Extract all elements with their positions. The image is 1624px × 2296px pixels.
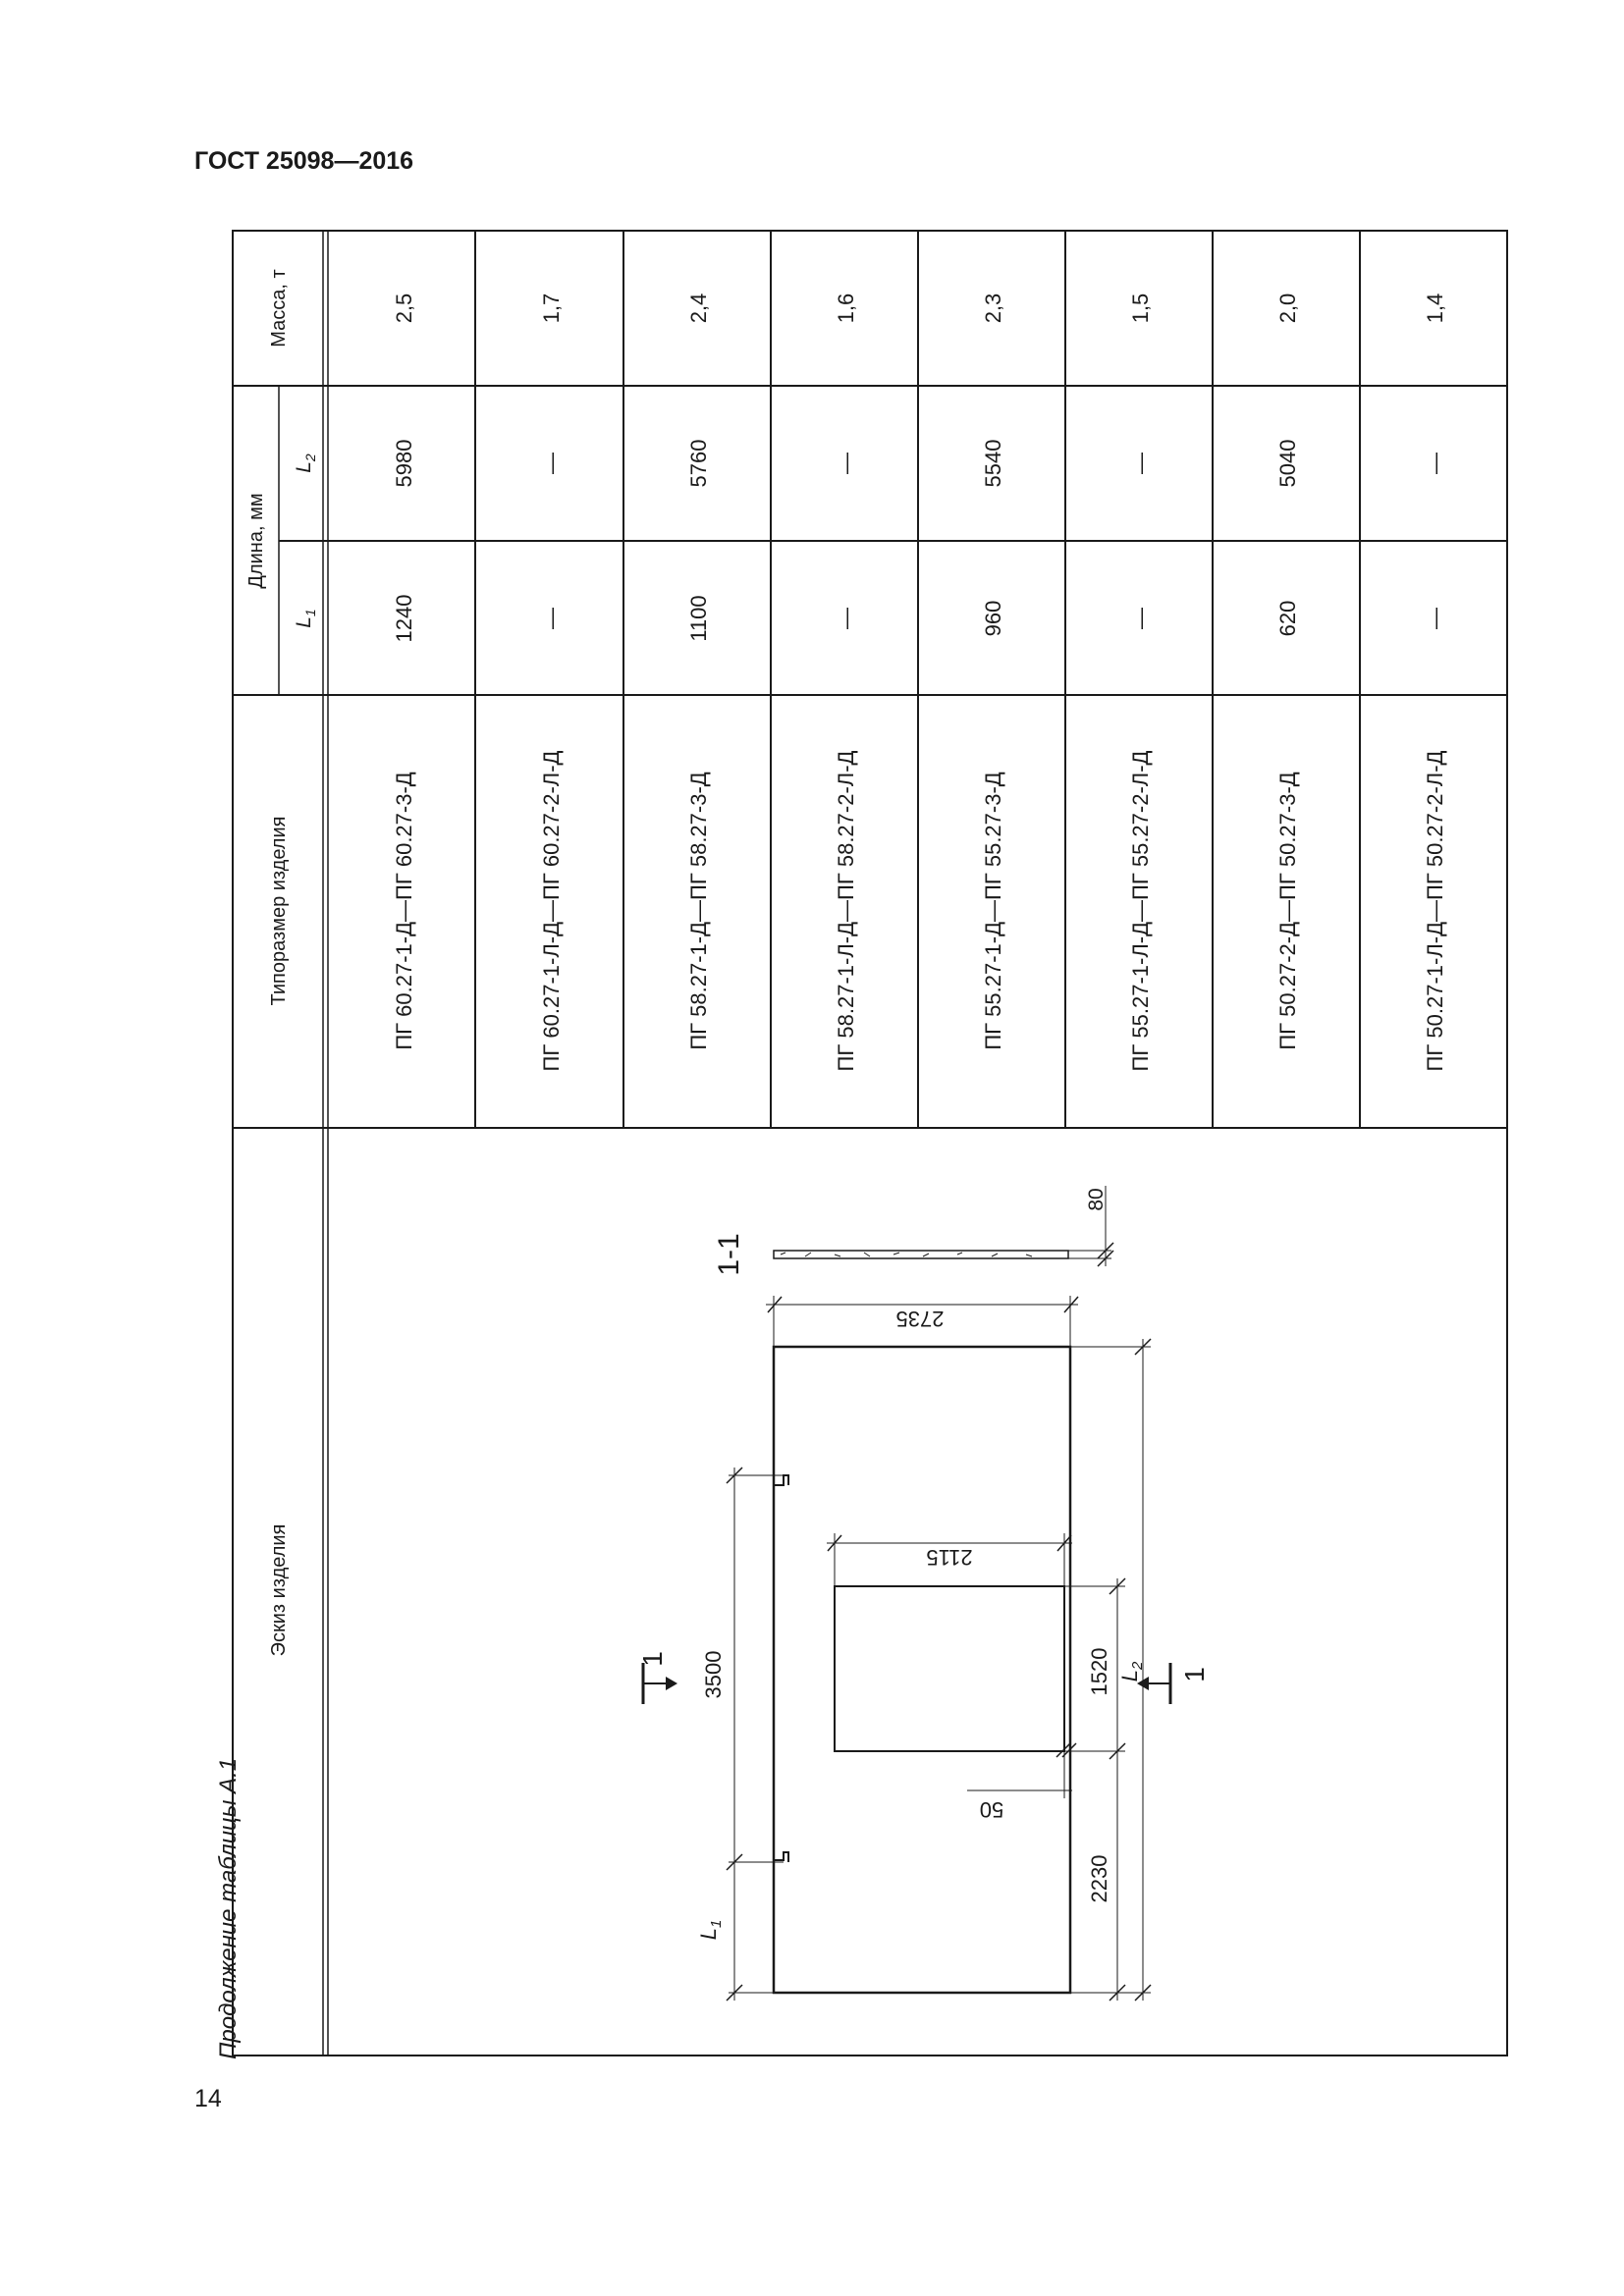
header-length: Длина, мм: [245, 493, 267, 589]
cell-l2: —: [834, 453, 858, 474]
page-number: 14: [194, 2085, 222, 2112]
cell-type-size: ПГ 60.27-1-Д—ПГ 60.27-3-Д: [392, 772, 416, 1050]
cell-l1: —: [1423, 608, 1447, 629]
cell-l2: 5980: [392, 439, 416, 488]
header-sketch: Эскиз изделия: [268, 1523, 290, 1657]
cell-l2: —: [1128, 453, 1153, 474]
cell-mass: 2,4: [686, 293, 711, 324]
svg-text:L2: [293, 454, 318, 473]
header-l1-sub: 1: [302, 609, 318, 617]
cell-mass: 1,7: [539, 293, 564, 324]
cut-mark-left: 1: [637, 1651, 668, 1667]
label-l2-sub: 2: [1129, 1661, 1146, 1671]
cell-mass: 1,4: [1423, 293, 1447, 324]
header-type-size: Типоразмер изделия: [268, 816, 290, 1006]
cell-mass: 2,0: [1275, 293, 1300, 324]
dim-width: 2735: [895, 1307, 945, 1331]
header-l2-sub: 2: [302, 454, 318, 462]
cell-type-size: ПГ 50.27-2-Д—ПГ 50.27-3-Д: [1275, 772, 1300, 1050]
header-l1-letter: L: [293, 616, 315, 628]
cell-l1: —: [539, 608, 564, 629]
cell-type-size: ПГ 58.27-1-Д—ПГ 58.27-3-Д: [686, 772, 711, 1050]
label-l1-sub: 1: [708, 1919, 725, 1929]
cell-type-size: ПГ 50.27-1-Л-Д—ПГ 50.27-2-Л-Д: [1423, 750, 1447, 1072]
table-row: [1423, 294, 1447, 1072]
dim-3500: 3500: [701, 1650, 726, 1699]
label-l2-letter: L: [1117, 1670, 1142, 1682]
table-row: [981, 294, 1005, 1050]
lifting-loop-top: [774, 1475, 788, 1485]
svg-text:L2: [1117, 1661, 1146, 1682]
dim-opening-width: 2115: [926, 1545, 973, 1570]
label-l1: [696, 1920, 725, 1941]
cell-l1: 960: [981, 600, 1005, 637]
cell-l2: 5040: [1275, 439, 1300, 488]
table-row: [1275, 294, 1300, 1050]
label-l2: [1117, 1661, 1146, 1682]
cell-l1: 1100: [686, 595, 711, 642]
cut-arrow-left: [666, 1677, 677, 1690]
cell-l2: —: [539, 453, 564, 474]
document-header: ГОСТ 25098—2016: [194, 147, 414, 175]
cell-type-size: ПГ 55.27-1-Д—ПГ 55.27-3-Д: [981, 772, 1005, 1050]
cell-l1: 620: [1275, 600, 1300, 637]
cell-l2: 5760: [686, 439, 711, 488]
section-strip: [774, 1251, 1068, 1258]
cell-mass: 2,5: [392, 293, 416, 324]
dim-2230: 2230: [1087, 1854, 1111, 1903]
header-l2: [293, 454, 318, 473]
section-label: 1-1: [713, 1233, 745, 1276]
cell-type-size: ПГ 55.27-1-Л-Д—ПГ 55.27-2-Л-Д: [1128, 750, 1153, 1072]
table-row: [539, 294, 564, 1072]
panel-outline: [774, 1347, 1070, 1993]
table-grid: [233, 231, 1507, 2056]
dim-section-thickness: 80: [1085, 1188, 1108, 1211]
cell-type-size: ПГ 60.27-1-Л-Д—ПГ 60.27-2-Л-Д: [539, 750, 564, 1072]
header-l2-letter: L: [293, 461, 315, 473]
cut-mark-right: 1: [1179, 1667, 1210, 1682]
label-l1-letter: L: [696, 1928, 721, 1941]
lifting-loop-bottom: [774, 1852, 788, 1862]
cell-l2: 5540: [981, 439, 1005, 488]
cell-mass: 1,6: [834, 293, 858, 324]
cell-type-size: ПГ 58.27-1-Л-Д—ПГ 58.27-2-Л-Д: [834, 750, 858, 1072]
svg-text:L1: [293, 609, 318, 627]
table-caption: Продолжение таблицы А.1: [215, 1757, 242, 2059]
dim-1520: 1520: [1087, 1647, 1111, 1696]
table-row: [1128, 294, 1153, 1072]
table-row: [392, 294, 416, 1050]
cell-mass: 2,3: [981, 293, 1005, 324]
table-row: [686, 294, 711, 1050]
cell-mass: 1,5: [1128, 293, 1153, 324]
table-row: [834, 294, 858, 1072]
dim-50: 50: [979, 1797, 1004, 1822]
svg-text:L1: [696, 1920, 725, 1941]
cell-l2: —: [1423, 453, 1447, 474]
header-mass: Масса, т: [268, 269, 290, 347]
cell-l1: —: [1128, 608, 1153, 629]
header-l1: [293, 609, 318, 627]
cell-l1: —: [834, 608, 858, 629]
cell-l1: 1240: [392, 594, 416, 643]
opening-outline: [835, 1586, 1064, 1751]
